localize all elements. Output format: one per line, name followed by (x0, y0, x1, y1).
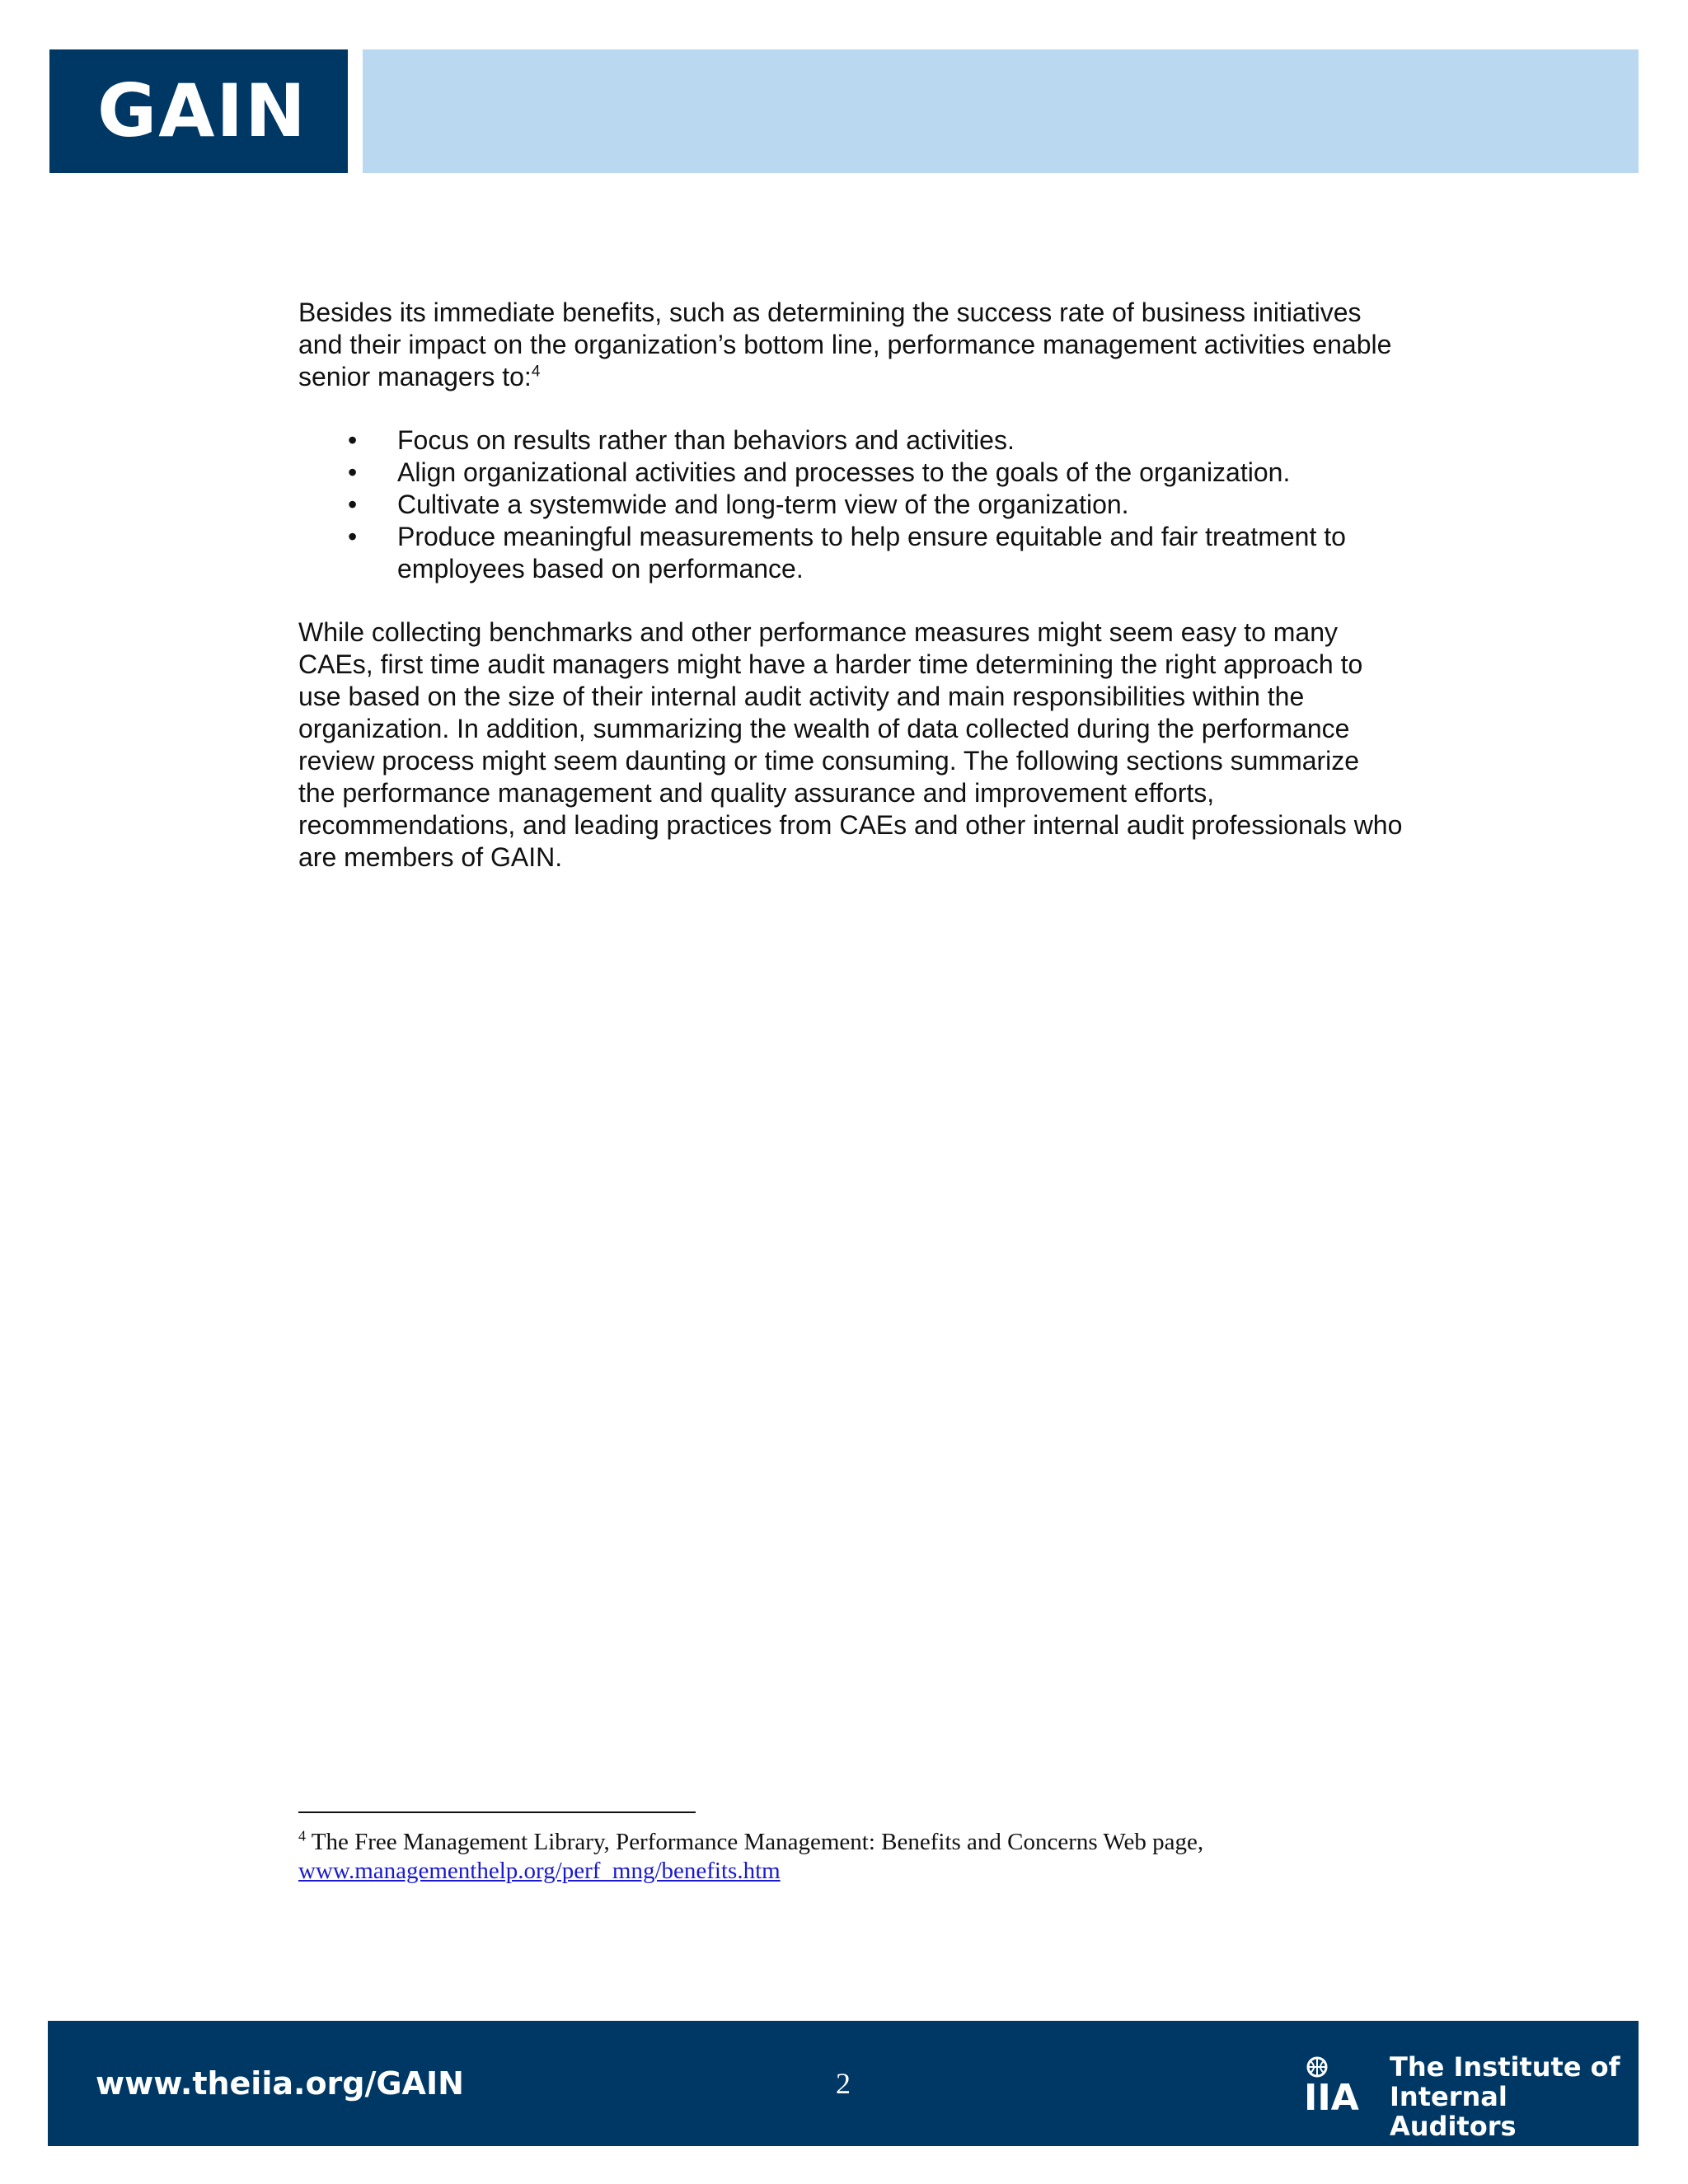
intro-text: Besides its immediate benefits, such as determining the success rate of business initiatives and their impact on the organization’s bottom line, performance management activities enable senior managers to: (298, 298, 1392, 391)
footnote (298, 1828, 1403, 1886)
bullet-icon: • (348, 425, 358, 455)
footer (48, 2021, 1639, 2146)
bullet-icon: • (348, 490, 358, 519)
main-content (298, 297, 1403, 874)
footnote-ref[interactable]: 4 (531, 363, 541, 381)
list-item (298, 521, 1403, 585)
footnote-divider (298, 1811, 696, 1813)
gain-logo (49, 49, 348, 173)
footnote-link[interactable]: www.managementhelp.org/perf_mng/benefits.htm (298, 1858, 781, 1884)
iia-logo-text: IIA (1304, 2077, 1359, 2113)
footnote-number: 4 (298, 1827, 306, 1844)
list-item (298, 424, 1403, 457)
iia-name-line2: Internal Auditors (1390, 2081, 1517, 2142)
iia-name-line1: The Institute of (1390, 2051, 1620, 2083)
bullet-icon: • (348, 522, 358, 551)
iia-org-name (1390, 2052, 1639, 2141)
body-paragraph: While collecting benchmarks and other performance measures might seem easy to many CAEs, first time audit managers might have a harder time determining the right approach to use based on the size of their internal audit activity and main responsibilities within the organization. In addition, summarizing the wealth of data collected during the performance review process might seem daunting or time consuming. The following sections summarize the performance management and quality assurance and improvement efforts, recommendations, and leading practices from CAEs and other internal audit professionals who are members of GAIN. (298, 617, 1403, 872)
header-band (363, 49, 1639, 173)
gain-logo-text: GAIN (97, 68, 307, 153)
footnote-text: The Free Management Library, Performance Management: Benefits and Concerns Web page, (311, 1829, 1204, 1855)
benefits-list (298, 424, 1403, 585)
list-item-text: Cultivate a systemwide and long-term view of the organization. (397, 490, 1129, 519)
list-item-text: Produce meaningful measurements to help ensure equitable and fair treatment to employees based on performance. (397, 522, 1346, 583)
bullet-icon: • (348, 457, 358, 487)
list-item-text: Align organizational activities and processes to the goals of the organization. (397, 457, 1291, 487)
footer-url[interactable]: www.theiia.org/GAIN (96, 2065, 464, 2102)
list-item (298, 457, 1403, 489)
page-number: 2 (836, 2067, 851, 2100)
list-item-text: Focus on results rather than behaviors and activities. (397, 425, 1015, 455)
list-item (298, 489, 1403, 521)
intro-paragraph (298, 297, 1403, 393)
iia-logo-icon (1302, 2055, 1385, 2113)
